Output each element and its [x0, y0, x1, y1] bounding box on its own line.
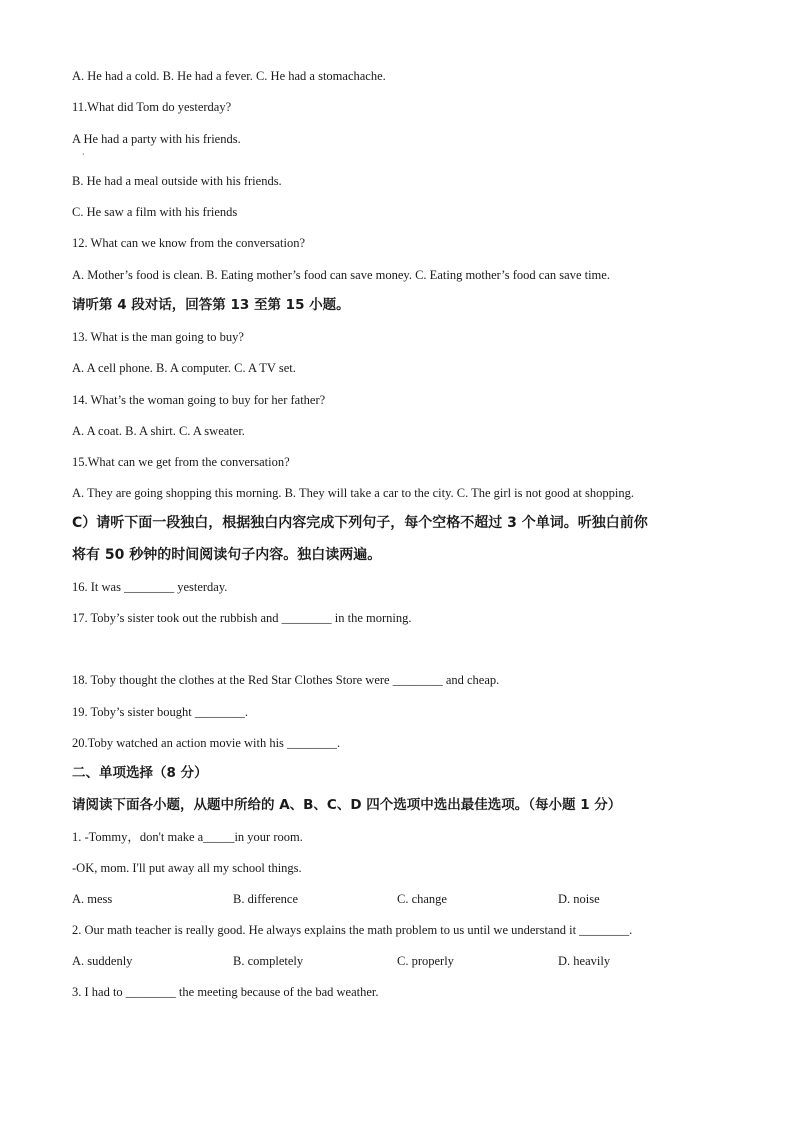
- q15-question: 15.What can we get from the conversation?: [72, 455, 290, 469]
- q20: 20.Toby watched an action movie with his ________.: [72, 736, 341, 750]
- q19: 19. Toby’s sister bought ________.: [72, 705, 248, 719]
- q14-options: A. A coat. B. A shirt. C. A sweater.: [72, 424, 245, 438]
- q16: 16. It was ________ yesterday.: [72, 580, 228, 594]
- part-2-heading: 二、单项选择（8 分）: [72, 765, 208, 781]
- section-4-heading: 请听第 4 段对话，回答第 13 至第 15 小题。: [72, 297, 350, 313]
- q17: 17. Toby’s sister took out the rubbish and ________ in the morning.: [72, 611, 412, 625]
- q18: 18. Toby thought the clothes at the Red Star Clothes Store were ________ and cheap.: [72, 673, 500, 687]
- s1-option-b: B. difference: [233, 892, 299, 906]
- s2-option-c: C. properly: [397, 954, 454, 968]
- q10-options: A. He had a cold. B. He had a fever. C. He had a stomachache.: [72, 69, 386, 83]
- q11-option-a: A He had a party with his friends.: [72, 132, 241, 146]
- q13-question: 13. What is the man going to buy?: [72, 330, 244, 344]
- s1-question: 1. -Tommy，don't make a_____in your room.: [72, 830, 303, 844]
- section-c-heading-2: 将有 50 秒钟的时间阅读句子内容。独白读两遍。: [72, 547, 382, 563]
- q11-question: 11.What did Tom do yesterday?: [72, 100, 232, 114]
- s1-response: -OK, mom. I'll put away all my school things.: [72, 861, 302, 875]
- s2-question: 2. Our math teacher is really good. He always explains the math problem to us until we understand it ________.: [72, 923, 633, 937]
- q12-question: 12. What can we know from the conversation?: [72, 236, 306, 250]
- part-2-instructions: 请阅读下面各小题，从题中所给的 A、B、C、D 四个选项中选出最佳选项。（每小题 1 分）: [72, 797, 622, 813]
- s2-option-b: B. completely: [233, 954, 304, 968]
- s1-option-c: C. change: [397, 892, 447, 906]
- q11-option-b: B. He had a meal outside with his friends.: [72, 174, 282, 188]
- s2-option-d: D. heavily: [558, 954, 611, 968]
- s1-option-d: D. noise: [558, 892, 600, 906]
- stray-dot: ·: [82, 150, 85, 159]
- q11-option-c: C. He saw a film with his friends: [72, 205, 238, 219]
- q14-question: 14. What’s the woman going to buy for her father?: [72, 393, 326, 407]
- s1-option-a: A. mess: [72, 892, 113, 906]
- s2-option-a: A. suddenly: [72, 954, 133, 968]
- section-c-heading-1: C）请听下面一段独白，根据独白内容完成下列句子，每个空格不超过 3 个单词。听独白前你: [72, 515, 648, 531]
- q12-options: A. Mother’s food is clean. B. Eating mother’s food can save money. C. Eating mother’s food can save time.: [72, 268, 610, 282]
- q13-options: A. A cell phone. B. A computer. C. A TV set.: [72, 361, 296, 375]
- s3-question: 3. I had to ________ the meeting because of the bad weather.: [72, 985, 379, 999]
- q15-options: A. They are going shopping this morning. B. They will take a car to the city. C. The girl is not good at shopping.: [72, 486, 634, 500]
